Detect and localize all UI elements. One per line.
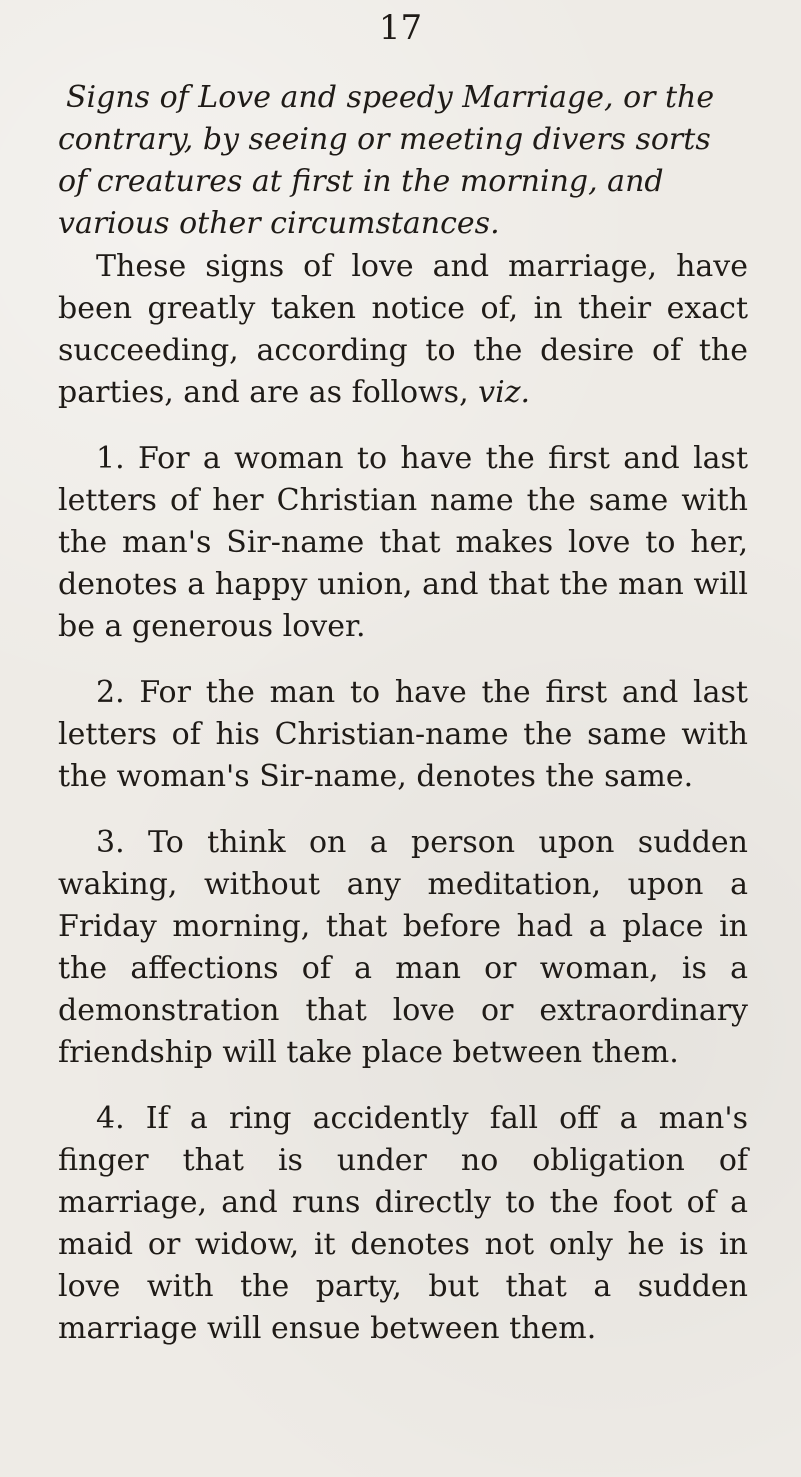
list-item: 1. For a woman to have the first and last letters of her Christian name the same with the man's Sir-name that makes love to her, denotes a happy union, and that the man will be a generous lover. [58, 441, 748, 644]
intro-viz: viz. [478, 375, 531, 410]
page-number: 17 [378, 8, 423, 48]
intro-text: These signs of love and marriage, have been greatly taken notice of, in their exact succeeding, according to the desire of the parties, and are as follows, [58, 249, 748, 410]
intro-paragraph [58, 246, 748, 414]
list-item: 2. For the man to have the first and last letters of his Christian-name the same with the woman's Sir-name, denotes the same. [58, 675, 748, 794]
section-heading: Signs of Love and speedy Marriage, or the contrary, by seeing or meeting divers sorts of creatures at first in the morning, and various other circumstances. [58, 80, 715, 241]
list-item: 3. To think on a person upon sudden waking, without any meditation, upon a Friday morning, that before had a place in the affections of a man or woman, is a demonstration that love or extraordinary friendship will take place between them. [58, 825, 748, 1070]
list-item: 4. If a ring accidently fall off a man's finger that is under no obligation of marriage, and runs directly to the foot of a maid or widow, it denotes not only he is in love with the party, but that a sudden marriage will ensue between them. [58, 1101, 748, 1346]
body-text [58, 246, 748, 1374]
